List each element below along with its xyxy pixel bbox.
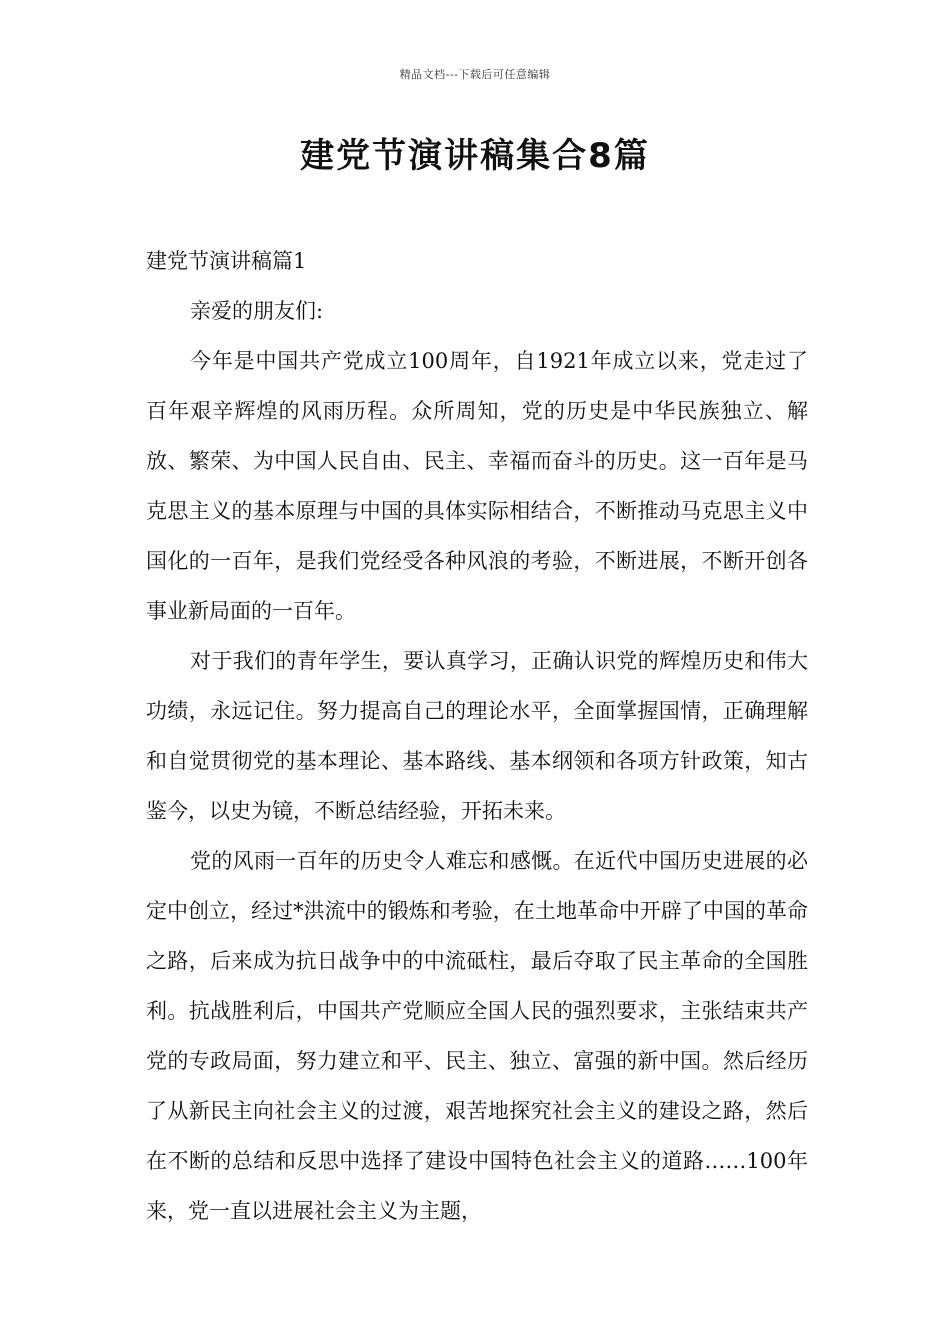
- document-title: 建党节演讲稿集合8篇: [300, 136, 650, 176]
- section-heading: 建党节演讲稿篇1: [146, 249, 307, 273]
- page-header: 精品文档---下载后可任意编辑: [399, 68, 551, 81]
- greeting-paragraph: 亲爱的朋友们:: [190, 299, 324, 323]
- body-paragraph: 今年是中国共产党成立100周年，自1921年成立以来，党走过了百年艰辛辉煌的风雨历程。众所周知，党的历史是中华民族独立、解放、繁荣、为中国人民自由、民主、幸福而奋斗的历史。这一百年是马克思主义的基本原理与中国的具体实际相结合，不断推动马克思主义中国化的一百年，是我们党经受各种风浪的考验，不断进展，不断开创各事业新局面的一百年。: [146, 349, 808, 623]
- body-paragraph: 党的风雨一百年的历史令人难忘和感慨。在近代中国历史进展的必定中创立，经过*洪流中的锻炼和考验，在土地革命中开辟了中国的革命之路，后来成为抗日战争中的中流砥柱，最后夺取了民主革命的全国胜利。抗战胜利后，中国共产党顺应全国人民的强烈要求，主张结束共产党的专政局面，努力建立和平、民主、独立、富强的新中国。然后经历了从新民主向社会主义的过渡，艰苦地探究社会主义的建设之路，然后在不断的总结和反思中选择了建设中国特色社会主义的道路……100年来，党一直以进展社会主义为主题，: [146, 849, 808, 1223]
- document-body: [146, 236, 808, 1236]
- body-paragraph: 对于我们的青年学生，要认真学习，正确认识党的辉煌历史和伟大功绩，永远记住。努力提高自己的理论水平，全面掌握国情，正确理解和自觉贯彻党的基本理论、基本路线、基本纲领和各项方针政策，知古鉴今，以史为镜，不断总结经验，开拓未来。: [146, 649, 808, 823]
